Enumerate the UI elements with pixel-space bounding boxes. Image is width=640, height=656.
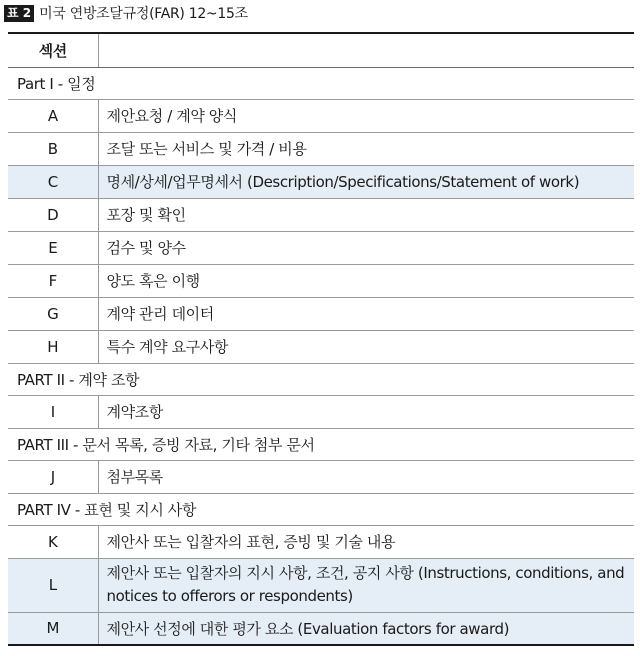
- section-code: L: [8, 558, 98, 612]
- table-row: [8, 297, 634, 330]
- section-code: A: [8, 99, 98, 132]
- table-body: [8, 67, 634, 645]
- table-row: [8, 165, 634, 198]
- table-row: [8, 460, 634, 493]
- header-description: [98, 33, 634, 67]
- far-sections-table: [8, 32, 634, 646]
- section-description: 양도 혹은 이행: [98, 264, 634, 297]
- part-heading-row: [8, 428, 634, 460]
- header-section: 섹션: [8, 33, 98, 67]
- section-description: 제안사 또는 입찰자의 지시 사항, 조건, 공지 사항 (Instructions, conditions, and notices to offerors or respondents): [98, 558, 634, 612]
- table-caption: [0, 0, 640, 26]
- section-description: 조달 또는 서비스 및 가격 / 비용: [98, 132, 634, 165]
- section-code: F: [8, 264, 98, 297]
- section-code: E: [8, 231, 98, 264]
- section-description: 제안요청 / 계약 양식: [98, 99, 634, 132]
- table-header-row: [8, 33, 634, 67]
- section-description: 특수 계약 요구사항: [98, 330, 634, 363]
- table-row: [8, 612, 634, 645]
- section-description: 제안사 선정에 대한 평가 요소 (Evaluation factors for award): [98, 612, 634, 645]
- section-code: J: [8, 460, 98, 493]
- section-code: I: [8, 395, 98, 428]
- table-row: [8, 558, 634, 612]
- section-description: 계약 관리 데이터: [98, 297, 634, 330]
- section-description: 제안사 또는 입찰자의 표현, 증빙 및 기술 내용: [98, 525, 634, 558]
- section-code: B: [8, 132, 98, 165]
- table-row: [8, 198, 634, 231]
- section-code: D: [8, 198, 98, 231]
- section-description: 명세/상세/업무명세서 (Description/Specifications/Statement of work): [98, 165, 634, 198]
- table-row: [8, 525, 634, 558]
- table-row: [8, 99, 634, 132]
- section-description: 포장 및 확인: [98, 198, 634, 231]
- part-heading-row: [8, 363, 634, 395]
- section-description: 검수 및 양수: [98, 231, 634, 264]
- table-number-badge: 표 2: [4, 5, 34, 22]
- part-heading: PART IV - 표현 및 지시 사항: [8, 493, 634, 525]
- table-row: [8, 395, 634, 428]
- part-heading-row: [8, 67, 634, 99]
- table-row: [8, 330, 634, 363]
- table-row: [8, 264, 634, 297]
- section-code: H: [8, 330, 98, 363]
- section-description: 계약조항: [98, 395, 634, 428]
- section-code: C: [8, 165, 98, 198]
- part-heading: PART II - 계약 조항: [8, 363, 634, 395]
- section-code: G: [8, 297, 98, 330]
- part-heading: PART III - 문서 목록, 증빙 자료, 기타 첨부 문서: [8, 428, 634, 460]
- table-row: [8, 231, 634, 264]
- part-heading: Part I - 일정: [8, 67, 634, 99]
- table-row: [8, 132, 634, 165]
- part-heading-row: [8, 493, 634, 525]
- section-description: 첨부목록: [98, 460, 634, 493]
- table-title: 미국 연방조달규정(FAR) 12~15조: [39, 6, 248, 22]
- section-code: K: [8, 525, 98, 558]
- section-code: M: [8, 612, 98, 645]
